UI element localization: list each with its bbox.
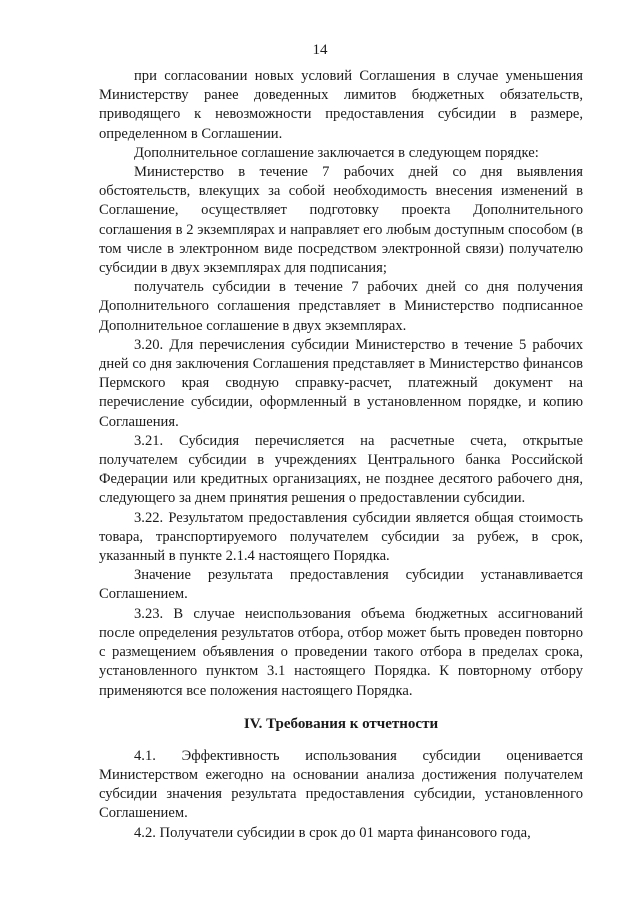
paragraph-conditions-reduction: при согласовании новых условий Соглашения в случае уменьшения Министерству ранее доведенных лимитов бюджетных обязательств, приводящего к невозможности предоставления субсидии в размере, определенном в Соглашении. [99, 68, 583, 142]
paragraph-4-2: 4.2. Получатели субсидии в срок до 01 марта финансового года, [134, 824, 531, 841]
paragraph-agreement-procedure: Дополнительное соглашение заключается в следующем порядке: [134, 144, 539, 161]
paragraph-ministry-preparation: Министерство в течение 7 рабочих дней со дня выявления обстоятельств, влекущих за собой необходимость внесения изменений в Соглашение, осуществляет подготовку проекта Дополнительного соглашения в 2 экземплярах и направляет его любым доступным способом (в том числе в электронном виде посредством электронной связи) получателю субсидии в двух экземплярах для подписания; [99, 164, 583, 277]
paragraph-3-21: 3.21. Субсидия перечисляется на расчетные счета, открытые получателем субсидии в учреждениях Центрального банка Российской Федерации или кредитных организациях, не позднее десятого рабочего дня, следующего за днем принятия решения о предоставлении субсидии. [99, 432, 583, 507]
page-number: 14 [312, 42, 328, 58]
paragraph-4-1: 4.1. Эффективность использования субсидии оценивается Министерством ежегодно на основании анализа достижения получателем субсидии значения результата предоставления субсидии, установленного Соглашением. [99, 747, 583, 822]
paragraph-3-22: 3.22. Результатом предоставления субсидии является общая стоимость товара, транспортируемого получателем субсидии за рубеж, в срок, указанный в пункте 2.1.4 настоящего Порядка. [99, 509, 583, 565]
section-heading: IV. Требования к отчетности [243, 715, 439, 732]
paragraph-3-23: 3.23. В случае неиспользования объема бюджетных ассигнований после определения результатов отбора, отбор может быть проведен повторно с размещением объявления о проведении такого отбора в пределах срока, установленного пунктом 3.1 настоящего Порядка. К повторному отбору применяются все положения настоящего Порядка. [99, 605, 583, 699]
paragraph-result-value: Значение результата предоставления субсидии устанавливается Соглашением. [99, 567, 583, 603]
paragraph-3-20: 3.20. Для перечисления субсидии Министерство в течение 5 рабочих дней со дня заключения Соглашения представляет в Министерство финансов Пермского края сводную справку-расчет, платежный документ на перечисление субсидии, оформленный в установленном порядке, и копию Соглашения. [99, 336, 583, 430]
document-body [99, 67, 583, 843]
paragraph-recipient-signing: получатель субсидии в течение 7 рабочих дней со дня получения Дополнительного соглашения представляет в Министерство подписанное Дополнительное соглашение в двух экземплярах. [99, 279, 583, 334]
